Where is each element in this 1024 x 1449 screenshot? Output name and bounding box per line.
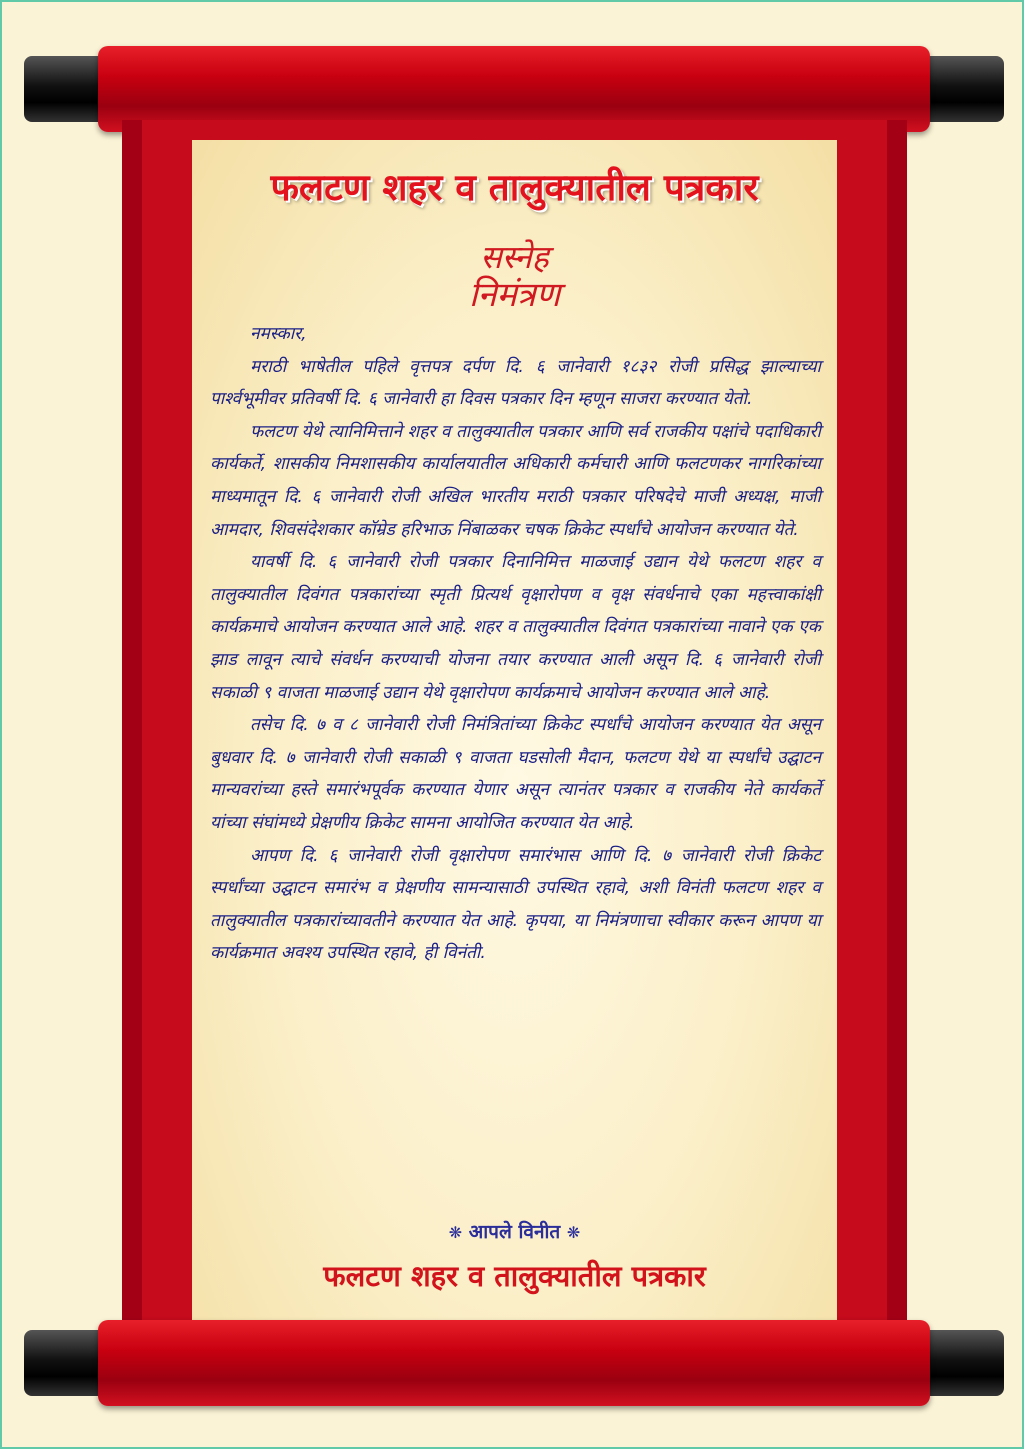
invitation-calligraphy [192,238,837,314]
letter-paragraph: मराठी भाषेतील पहिले वृत्तपत्र दर्पण दि. ६ जानेवारी १८३२ रोजी प्रसिद्ध झाल्याच्या पार्श्वभूमीवर प्रतिवर्षी दि. ६ जानेवारी हा दिवस पत्रकार दिन म्हणून साजरा करण्यात येतो. [210,356,821,410]
scroll-paper [192,140,837,1332]
letter-paragraph: आपण दि. ६ जानेवारी रोजी वृक्षारोपण समारंभास आणि दि. ७ जानेवारी रोजी क्रिकेट स्पर्धांच्या उद्घाटन समारंभ व प्रेक्षणीय सामन्यासाठी उपस्थित रहावे, अशी विनंती फलटण शहर व तालुक्यातील पत्रकारांच्यावतीने करण्यात येत आहे. कृपया, या निमंत्रणाचा स्वीकार करून आपण या कार्यक्रमात अवश्य उपस्थित रहावे, ही विनंती. [210,845,821,964]
footer-title: फलटण शहर व तालुक्यातील पत्रकार [323,1259,706,1293]
invitation-calligraphy-line2: निमंत्रण [468,275,561,315]
signoff-line [192,1218,837,1244]
signoff-text: आपले विनीत [468,1221,561,1243]
letter-paragraph: यावर्षी दि. ६ जानेवारी रोजी पत्रकार दिनानिमित्त माळजाई उद्यान येथे फलटण शहर व तालुक्यातील दिवंगत पत्रकारांच्या स्मृती प्रित्यर्थ वृक्षारोपण व वृक्ष संवर्धनाचे एका महत्त्वाकांक्षी कार्यक्रमाचे आयोजन करण्यात आले आहे. शहर व तालुक्यातील दिवंगत पत्रकारांच्या नावाने एक एक झाड लावून त्याचे संवर्धन करण्याची योजना तयार करण्यात आली असून दि. ६ जानेवारी रोजी सकाळी ९ वाजता माळजाई उद्यान येथे वृक्षारोपण कार्यक्रमाचे आयोजन करण्यात आले आहे. [210,552,821,703]
scroll-rod-red-bar [98,1320,930,1406]
flower-icon: ❋ [566,1223,581,1242]
letter-paragraph: फलटण येथे त्यानिमित्ताने शहर व तालुक्यातील पत्रकार आणि सर्व राजकीय पक्षांचे पदाधिकारी कार्यकर्ते, शासकीय निमशासकीय कार्यालयातील अधिकारी कर्मचारी आणि फलटणकर नागरिकांच्या माध्यमातून दि. ६ जानेवारी रोजी अखिल भारतीय मराठी पत्रकार परिषदेचे माजी अध्यक्ष, माजी आमदार, शिवसंदेशकार कॉम्रेड हरिभाऊ निंबाळकर चषक क्रिकेट स्पर्धांचे आयोजन करण्यात येते. [210,421,821,540]
page-title: फलटण शहर व तालुक्यातील पत्रकार [270,166,759,209]
letter-paragraph: तसेच दि. ७ व ८ जानेवारी रोजी निमंत्रितांच्या क्रिकेट स्पर्धांचे आयोजन करण्यात येत असून बुधवार दि. ७ जानेवारी रोजी सकाळी ९ वाजता घडसोली मैदान, फलटण येथे या स्पर्धांचे उद्घाटन मान्यवरांच्या हस्ते समारंभपूर्वक करण्यात येणार असून त्यानंतर पत्रकार व राजकीय नेते कार्यकर्ते यांच्या संघांमध्ये प्रेक्षणीय क्रिकेट सामना आयोजित करण्यात येत आहे. [210,715,821,833]
scroll-rod-end-right [918,56,1004,122]
scroll-frame [122,120,907,1332]
flower-icon: ❋ [448,1223,463,1242]
scroll-bottom-rod [24,1320,1004,1406]
letter-greeting: नमस्कार, [250,324,307,344]
letter-body [210,318,821,970]
scroll-rod-end-right [918,1330,1004,1396]
invitation-calligraphy-line1: सस्नेह [480,238,549,276]
scroll-frame-inner [142,120,887,1332]
